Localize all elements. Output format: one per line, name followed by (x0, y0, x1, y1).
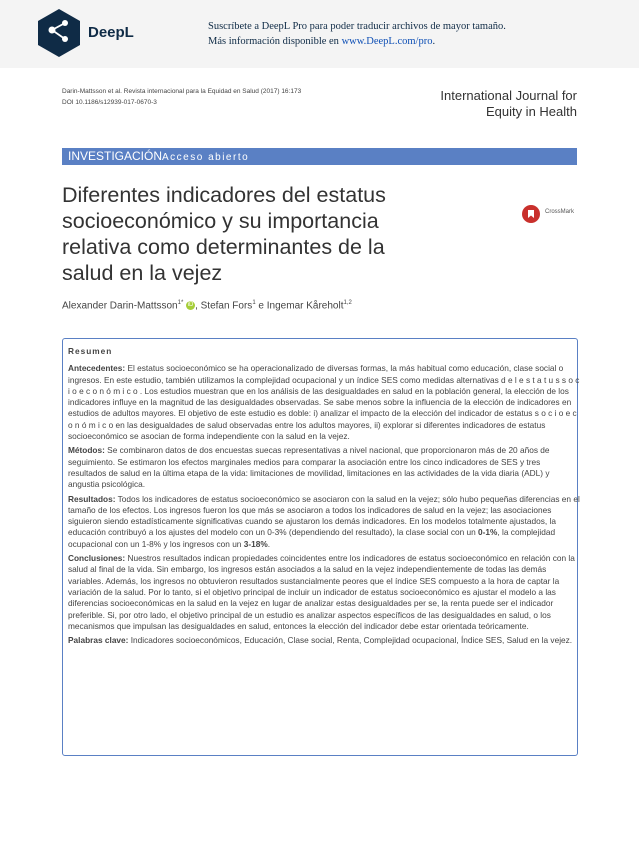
deepl-banner (0, 0, 639, 68)
banner-line-2: Más información disponible en www.DeepL.com/pro. (208, 36, 436, 47)
author-1: Alexander Darin-Mattsson (62, 300, 178, 312)
section-bar (62, 148, 577, 165)
deepl-pro-link[interactable]: www.DeepL.com/pro (341, 36, 433, 47)
author-2: , Stefan Fors (195, 300, 253, 312)
citation-line: Darin-Mattsson et al. Revista internacional para la Equidad en Salud (2017) 16:173 (62, 88, 302, 95)
abstract-resultados: Resultados: Todos los indicadores de estatus socioeconómico se asociaron con la salud en la vejez; sólo hubo pequeñas diferencias en el tamaño de los efectos. Los ingresos fueron los que más se asociaron a todos los indicadores de salud en la vejez; las asociaciones siguieron siendo estadísticamente significativas cuando se ajustaron los demás indicadores. En los modelos totalmente ajustados, la educación contribuyó a los ajustes del modelo con un 0-3% (dependiendo del resultado), la clase social con un 0-1%, la complejidad ocupacional con un 1-8% y los ingresos con un 3-18%. (68, 493, 580, 549)
author-3: e Ingemar Kåreholt (255, 300, 344, 312)
orcid-icon[interactable]: iD (187, 302, 194, 309)
abstract-keywords: Palabras clave: Indicadores socioeconómicos, Educación, Clase social, Renta, Complejidad ocupacional, Índice SES, Salud en la vejez. (68, 635, 573, 646)
doi: DOI 10.1186/s12939-017-0670-3 (62, 99, 157, 106)
crossmark-label: CrossMark (545, 209, 575, 215)
crossmark-icon[interactable] (521, 204, 541, 224)
section-label: INVESTIGACIÓN (68, 149, 163, 163)
journal-name: International Journal for Equity in Health (440, 88, 577, 119)
banner-message (208, 19, 506, 49)
citation (62, 86, 301, 108)
abstract (68, 346, 580, 649)
article-title: Diferentes indicadores del estatus socioeconómico y su importancia relativa como determinantes de la salud en la vejez (62, 183, 386, 285)
abstract-metodos: Métodos: Se combinaron datos de dos encuestas suecas representativas a nivel nacional, que proporcionaron más de 20 años de seguimiento. Se estimaron los efectos marginales medios para comparar la asociación entre los cinco indicadores de SES y tres resultados de salud en la última etapa de la vida: limitaciones de movilidad, limitaciones en las actividades de la vida diaria (ADL) y angustia psicológica. (68, 445, 550, 490)
abstract-heading: Resumen (68, 346, 113, 356)
abstract-conclusiones: Conclusiones: Nuestros resultados indican propiedades coincidentes entre los indicadores de estatus socioeconómico en relación con la salud al final de la vida. Sin embargo, los ingresos están asociados a la salud en la vejez independientemente de todas las demás variables. Además, los ingresos no obtuvieron resultados sustancialmente peores que el índice SES compuesto a la hora de captar la variación de la salud. Por lo tanto, si el objetivo principal de incluir un indicador de estatus socioeconómico es ajustar el modelo a las diferencias socioeconómicas en la salud en la vejez en lugar de analizar estas desigualdades per se, la renta puede ser el indicador preferible. Si, por otro lado, el objetivo principal de un estudio es analizar aspectos específicos de las desigualdades en salud, o los mecanismos que impulsan las desigualdades en salud, entonces la elección del indicador debe estar orientada teóricamente. (68, 553, 575, 631)
open-access-label: Acceso abierto (162, 152, 250, 163)
deepl-logo-icon (37, 8, 81, 58)
abstract-antecedentes: Antecedentes: El estatus socioeconómico se ha operacionalizado de diversas formas, la más habitual como educación, clase social o ingresos. En este estudio, también utilizamos la complejidad ocupacional y un índice SES como medidas alternativas d e l e s t a t u s s o c i o e c o n ó m i c o . Los estudios muestran que en los análisis de las desigualdades en salud en la población general, la elección de los indicadores influye en la magnitud de las desigualdades observadas. Se sabe menos sobre la influencia de la elección de indicadores en estudios de adultos mayores. El objetivo de este estudio es doble: i) analizar el impacto de la elección del indicador de estatus s o c i o e c o n ó m i c o en las desigualdades de salud observadas entre los adultos mayores, ii) explorar si diferentes indicadores de estatus socioeconómico se asocian de forma independiente con la salud en la vejez. (68, 363, 580, 442)
author-list: Alexander Darin-Mattsson$^{1*}$ iD , Stefan Fors$^1$ e Ingemar Kåreholt$^{1,2}$ (62, 300, 352, 312)
banner-line-1: Suscríbete a DeepL Pro para poder traducir archivos de mayor tamaño. (208, 21, 506, 32)
deepl-logo-text: DeepL (88, 24, 134, 41)
